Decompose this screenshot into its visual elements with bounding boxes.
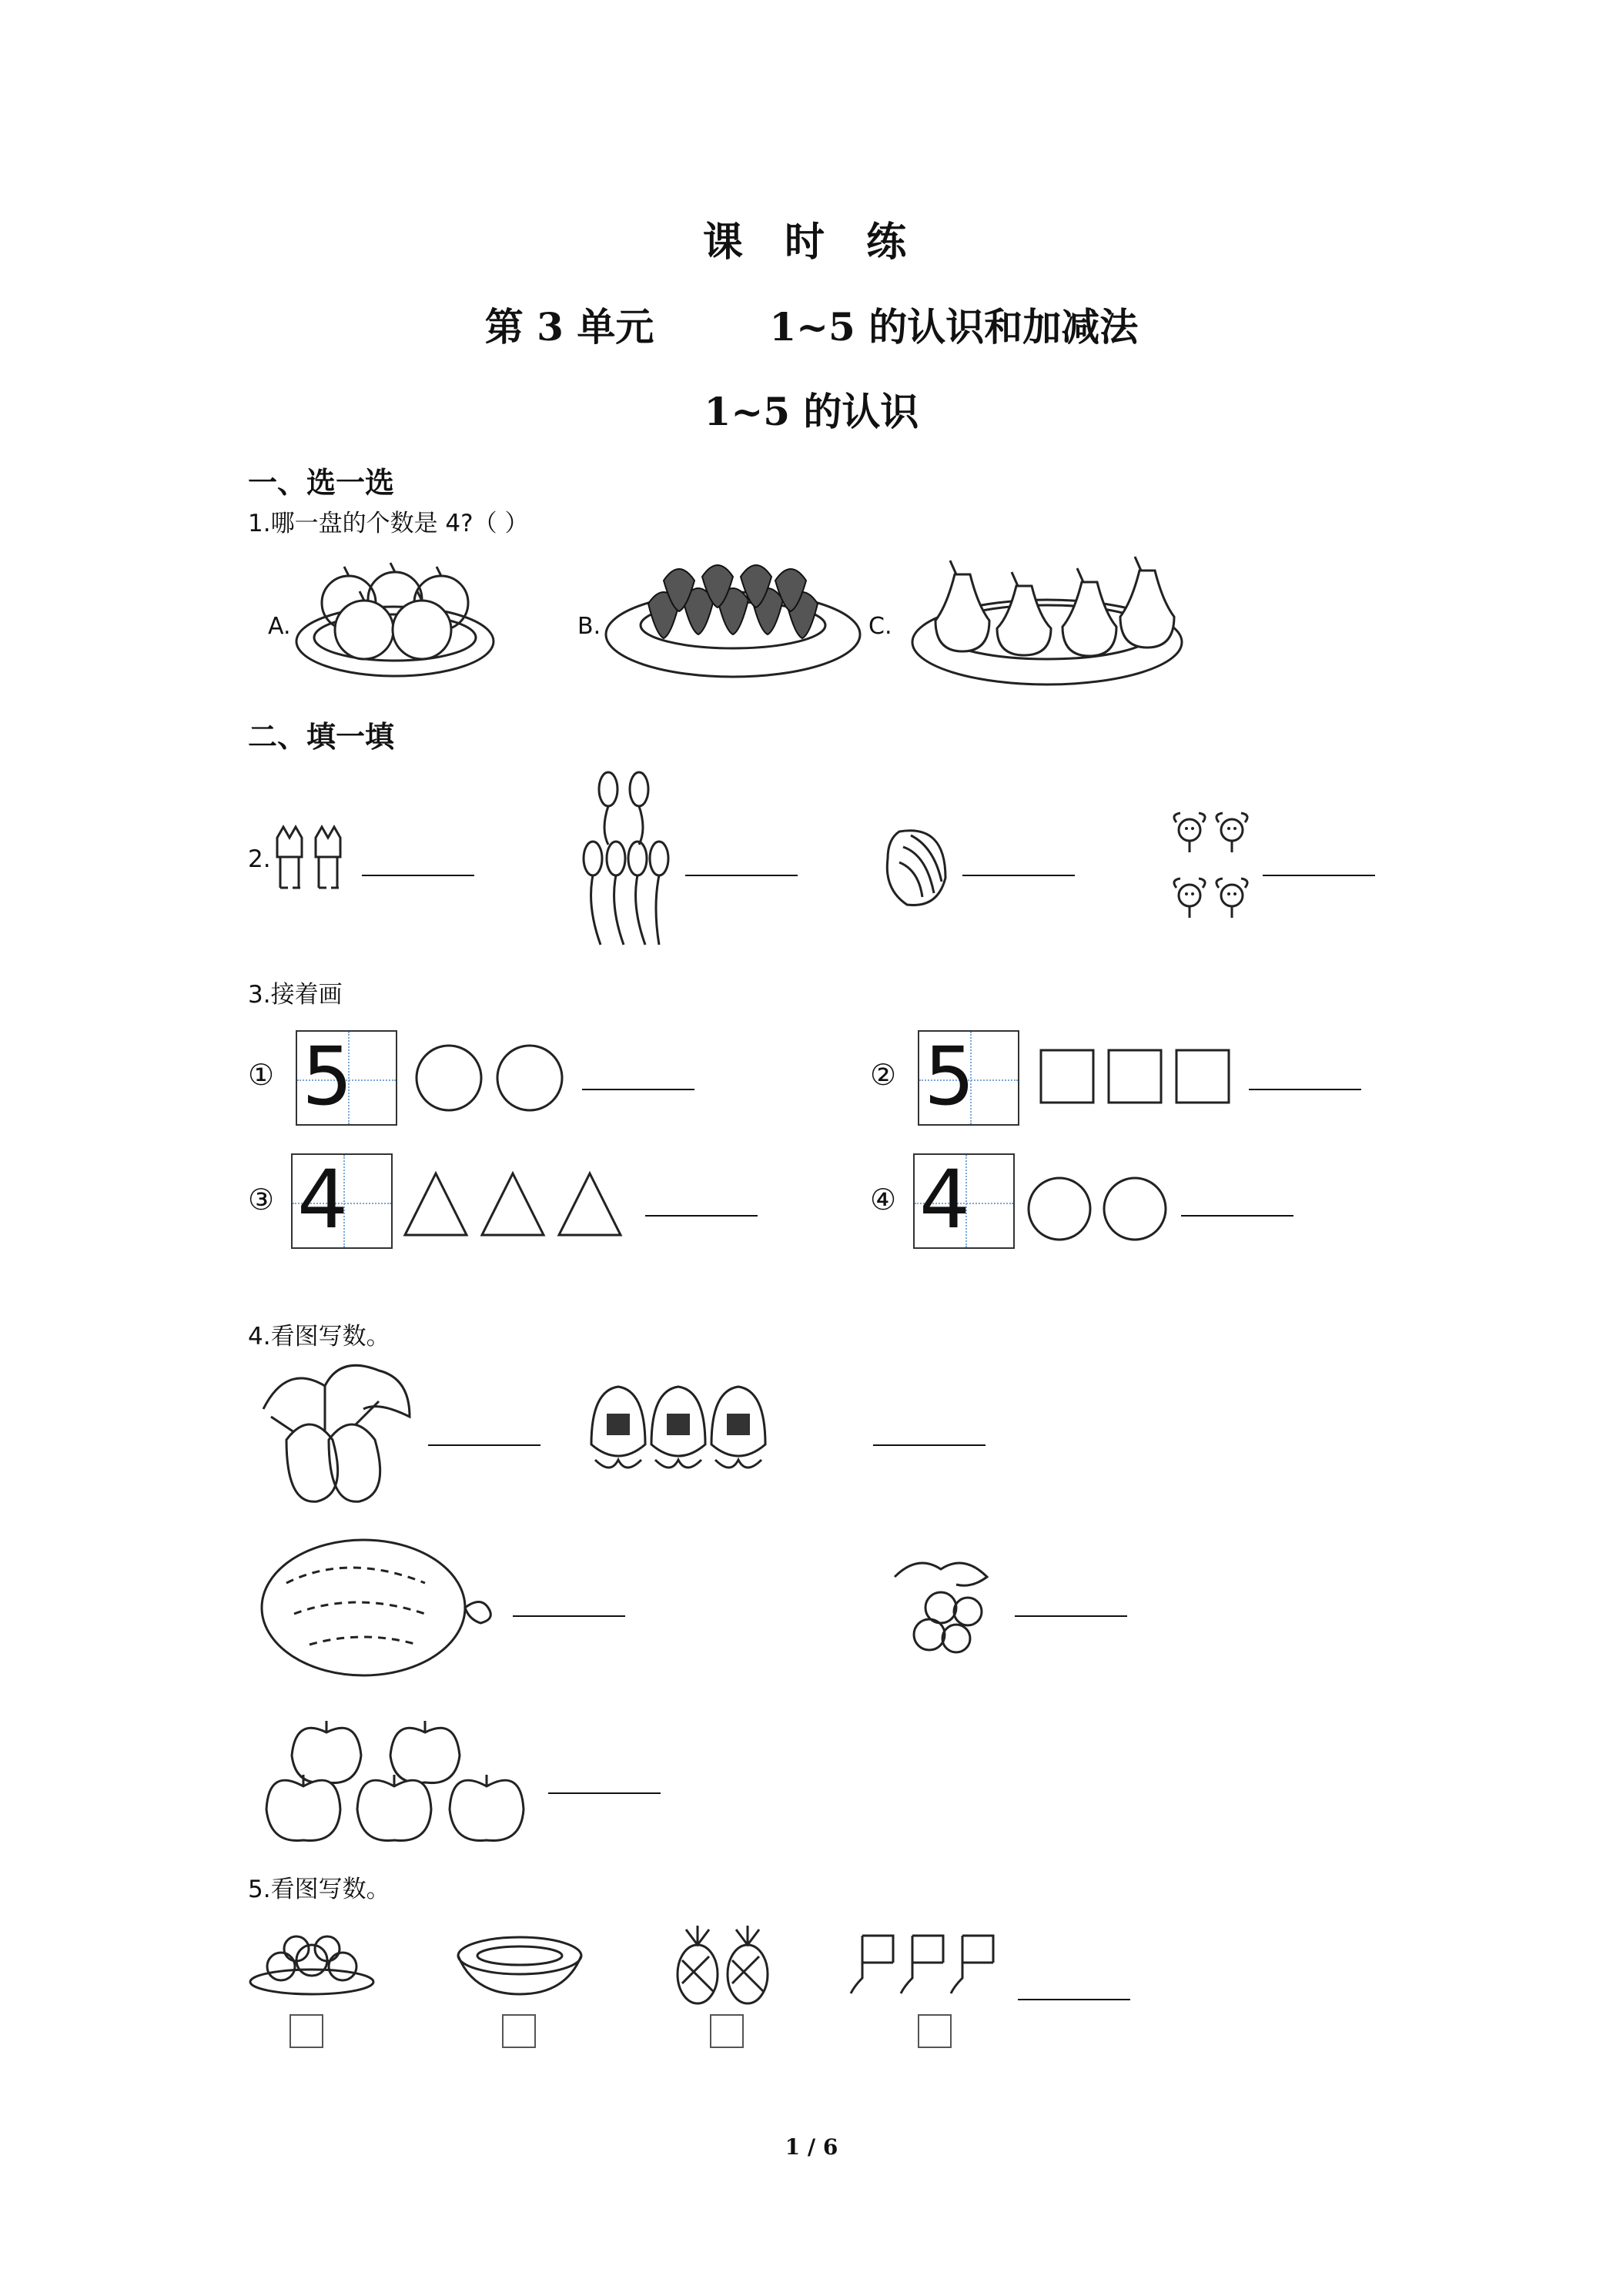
answer-box-bowl[interactable] bbox=[502, 2014, 536, 2048]
unit-topic: 1~5 的认识和加减法 bbox=[769, 304, 1139, 350]
three-peaches-illustration bbox=[584, 1383, 765, 1491]
digit-grid-box-2 bbox=[918, 1030, 1019, 1126]
answer-blank-bees[interactable] bbox=[1263, 875, 1375, 876]
digit-1: 5 bbox=[302, 1029, 353, 1123]
option-c-label: C. bbox=[868, 613, 892, 640]
question-4: 4.看图写数。 bbox=[248, 1323, 390, 1350]
digit-grid-box-4 bbox=[913, 1153, 1015, 1249]
two-pineapples-illustration bbox=[674, 1922, 782, 2006]
cabbage-illustration bbox=[884, 824, 953, 909]
empty-bowl-illustration bbox=[454, 1933, 585, 2002]
answer-blank-draw-4[interactable] bbox=[1181, 1215, 1293, 1217]
question-1: 1.哪一盘的个数是 4?（ ） bbox=[248, 510, 529, 537]
item-mark-3: ③ bbox=[248, 1183, 275, 1217]
two-mangoes-illustration bbox=[256, 1363, 417, 1509]
question-5: 5.看图写数。 bbox=[248, 1876, 390, 1903]
answer-box-chairs[interactable] bbox=[918, 2014, 952, 2048]
plate-of-strawberries-illustration bbox=[602, 557, 864, 681]
unit-heading bbox=[0, 296, 1623, 352]
item-mark-1: ① bbox=[248, 1058, 275, 1092]
answer-blank-balloons[interactable] bbox=[685, 875, 798, 876]
plate-of-pears-illustration bbox=[909, 551, 1186, 690]
section1-heading: 一、选一选 bbox=[248, 465, 395, 500]
answer-blank-draw-1[interactable] bbox=[582, 1089, 694, 1090]
three-chairs-illustration bbox=[847, 1928, 1024, 2005]
unit-label: 第 3 单元 bbox=[484, 304, 654, 350]
item-mark-4: ④ bbox=[870, 1183, 897, 1217]
option-a-label: A. bbox=[268, 613, 291, 640]
answer-blank-cats[interactable] bbox=[362, 875, 474, 876]
answer-box-pineapples[interactable] bbox=[710, 2014, 744, 2048]
answer-blank-mangoes[interactable] bbox=[428, 1444, 540, 1446]
berries-illustration bbox=[887, 1554, 1002, 1662]
answer-blank-draw-3[interactable] bbox=[645, 1215, 758, 1217]
answer-blank-chairs[interactable] bbox=[1018, 1999, 1130, 2000]
answer-blank-apples[interactable] bbox=[548, 1792, 661, 1794]
answer-blank-cabbage[interactable] bbox=[962, 875, 1075, 876]
two-cats-illustration bbox=[269, 822, 354, 899]
section2-heading: 二、填一填 bbox=[248, 719, 395, 754]
answer-blank-peaches[interactable] bbox=[873, 1444, 986, 1446]
answer-box-peaches[interactable] bbox=[289, 2014, 323, 2048]
worksheet-title: 课 时 练 bbox=[702, 219, 921, 266]
two-circles-drawing bbox=[414, 1039, 568, 1116]
answer-blank-berries[interactable] bbox=[1015, 1615, 1127, 1617]
question-2-label: 2. bbox=[248, 845, 271, 873]
watermelon-illustration bbox=[256, 1537, 510, 1680]
digit-3: 4 bbox=[297, 1153, 349, 1247]
digit-4: 4 bbox=[919, 1153, 971, 1247]
question-3: 3.接着画 bbox=[248, 981, 343, 1009]
answer-blank-draw-2[interactable] bbox=[1249, 1089, 1361, 1090]
item-mark-2: ② bbox=[870, 1058, 897, 1092]
plate-of-apples-illustration bbox=[291, 561, 499, 684]
four-bees-illustration bbox=[1170, 799, 1259, 930]
five-apples-illustration bbox=[265, 1694, 542, 1845]
plate-of-peaches-illustration bbox=[246, 1930, 377, 1999]
option-b-label: B. bbox=[577, 613, 601, 640]
balloons-illustration bbox=[577, 770, 670, 947]
page-number: 1 / 6 bbox=[785, 2134, 838, 2160]
two-circles-drawing-2 bbox=[1027, 1170, 1181, 1247]
three-squares-drawing bbox=[1039, 1047, 1240, 1109]
answer-blank-watermelon[interactable] bbox=[513, 1615, 625, 1617]
digit-2: 5 bbox=[924, 1029, 975, 1123]
digit-grid-box-1 bbox=[296, 1030, 397, 1126]
digit-grid-box-3 bbox=[291, 1153, 393, 1249]
lesson-title: 1~5 的认识 bbox=[704, 389, 919, 434]
three-triangles-drawing bbox=[403, 1170, 634, 1240]
